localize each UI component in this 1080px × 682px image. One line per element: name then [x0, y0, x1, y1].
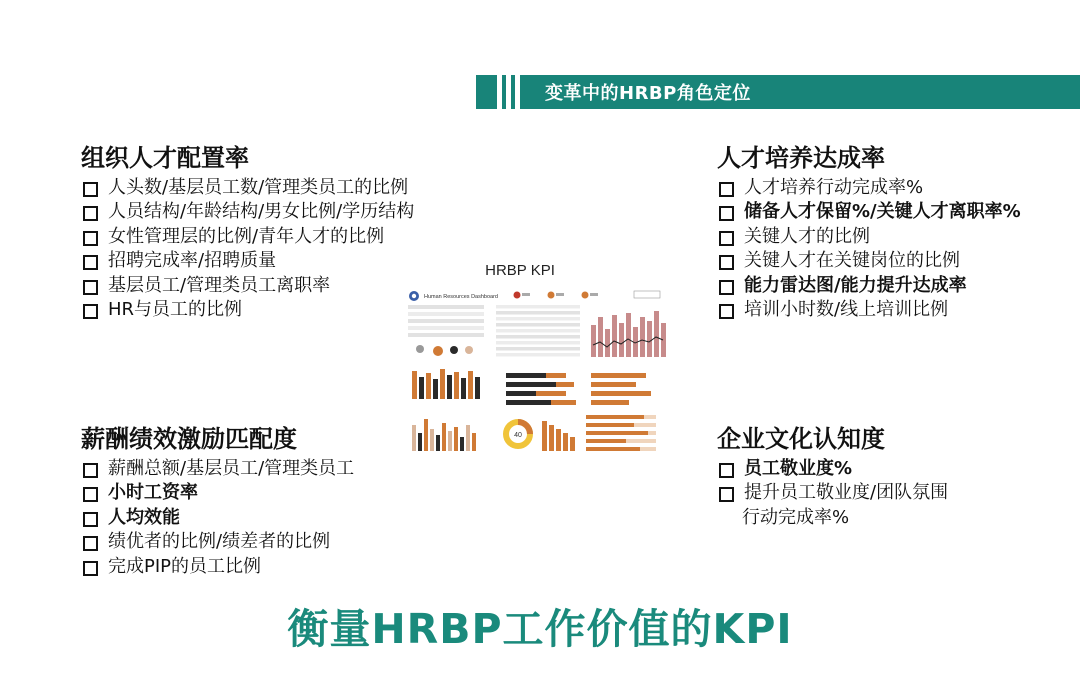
- list-item: [81, 457, 354, 481]
- section-pay-performance: [81, 423, 354, 579]
- list-item: [81, 200, 414, 224]
- list-item-text: 女性管理层的比例/青年人才的比例: [108, 225, 385, 247]
- checkbox-square-icon: [83, 206, 98, 221]
- list-item: [717, 298, 1021, 322]
- kpi-list: [717, 457, 948, 506]
- list-item: [717, 225, 1021, 249]
- section-title: 薪酬绩效激励匹配度: [81, 425, 297, 453]
- list-item: [717, 249, 1021, 273]
- list-item-text: 关键人才在关键岗位的比例: [744, 250, 960, 272]
- list-item-text: HR与员工的比例: [108, 299, 243, 321]
- section-corporate-culture: [717, 423, 948, 530]
- page-footer-title: 衡量HRBP工作价值的KPI: [287, 605, 793, 653]
- list-item: [81, 530, 354, 554]
- list-item: [81, 298, 414, 322]
- section-title: 组织人才配置率: [81, 144, 249, 172]
- list-item-text: 薪酬总额/基层员工/管理类员工: [108, 458, 355, 479]
- list-item-text: 完成PIP的员工比例: [108, 555, 262, 577]
- checkbox-square-icon: [719, 304, 734, 319]
- list-item: [81, 555, 354, 579]
- dashboard-caption: HRBP KPI: [485, 262, 555, 279]
- kpi-list: [81, 457, 354, 579]
- list-item-text: 能力雷达图/能力提升达成率: [744, 274, 967, 296]
- list-item: [717, 481, 948, 505]
- checkbox-square-icon: [83, 231, 98, 246]
- checkbox-square-icon: [83, 487, 98, 502]
- section-org-staffing: [81, 142, 414, 322]
- list-item: [81, 506, 354, 530]
- list-item-text: 人均效能: [108, 506, 180, 528]
- header-banner: [476, 75, 1080, 109]
- checkbox-square-icon: [83, 561, 98, 576]
- list-item: [717, 457, 948, 481]
- list-item-text: 小时工资率: [108, 482, 198, 504]
- list-item-text: 招聘完成率/招聘质量: [108, 250, 277, 272]
- list-item-text: 人头数/基层员工数/管理类员工的比例: [108, 177, 409, 198]
- banner-title: 变革中的HRBP角色定位: [545, 83, 751, 104]
- department-table: [496, 305, 580, 357]
- list-item-text: 培训小时数/线上培训比例: [744, 299, 949, 321]
- kpi-list: [81, 176, 414, 322]
- list-item: [81, 274, 414, 298]
- checkbox-square-icon: [83, 536, 98, 551]
- list-item: [81, 225, 414, 249]
- list-item: [717, 274, 1021, 298]
- section-title: 企业文化认知度: [717, 425, 885, 453]
- checkbox-square-icon: [83, 463, 98, 478]
- checkbox-square-icon: [719, 463, 734, 478]
- checkbox-square-icon: [83, 255, 98, 270]
- banner-stripe: [506, 75, 511, 109]
- list-item-text: 提升员工敬业度/团队氛围: [744, 482, 949, 504]
- donut-value: 40: [514, 432, 522, 439]
- checkbox-square-icon: [83, 280, 98, 295]
- list-item-text: 储备人才保留%/关键人才离职率%: [744, 201, 1021, 223]
- checkbox-square-icon: [83, 182, 98, 197]
- hr-dashboard-thumbnail: [406, 287, 674, 457]
- checkbox-square-icon: [719, 487, 734, 502]
- section-title: 人才培养达成率: [717, 144, 885, 172]
- list-item-text: 人才培养行动完成率%: [744, 177, 924, 198]
- checkbox-square-icon: [83, 512, 98, 527]
- dashboard-logo-icon: [409, 291, 419, 301]
- list-item-text: 基层员工/管理类员工离职率: [108, 274, 331, 296]
- list-item: [717, 200, 1021, 224]
- checkbox-square-icon: [719, 231, 734, 246]
- banner-stripe: [515, 75, 520, 109]
- checkbox-square-icon: [719, 206, 734, 221]
- checkbox-square-icon: [83, 304, 98, 319]
- kpi-list: [717, 176, 1021, 322]
- list-item: [81, 176, 414, 200]
- banner-stripes: [497, 75, 524, 109]
- checkbox-square-icon: [719, 255, 734, 270]
- banner-stripe: [497, 75, 502, 109]
- list-item: [81, 249, 414, 273]
- list-item-text: 关键人才的比例: [744, 225, 870, 247]
- headcount-trend-chart: [591, 311, 666, 357]
- checkbox-square-icon: [719, 280, 734, 295]
- dashboard-title: Human Resources Dashboard: [424, 294, 498, 300]
- list-item-continuation: 行动完成率%: [742, 506, 850, 528]
- list-item-text: 人员结构/年龄结构/男女比例/学历结构: [108, 201, 415, 223]
- list-item: [717, 176, 1021, 200]
- list-item-text: 员工敬业度%: [744, 458, 853, 479]
- checkbox-square-icon: [719, 182, 734, 197]
- section-talent-development: [717, 142, 1021, 322]
- list-item-text: 绩优者的比例/绩差者的比例: [108, 531, 331, 553]
- list-item: [81, 481, 354, 505]
